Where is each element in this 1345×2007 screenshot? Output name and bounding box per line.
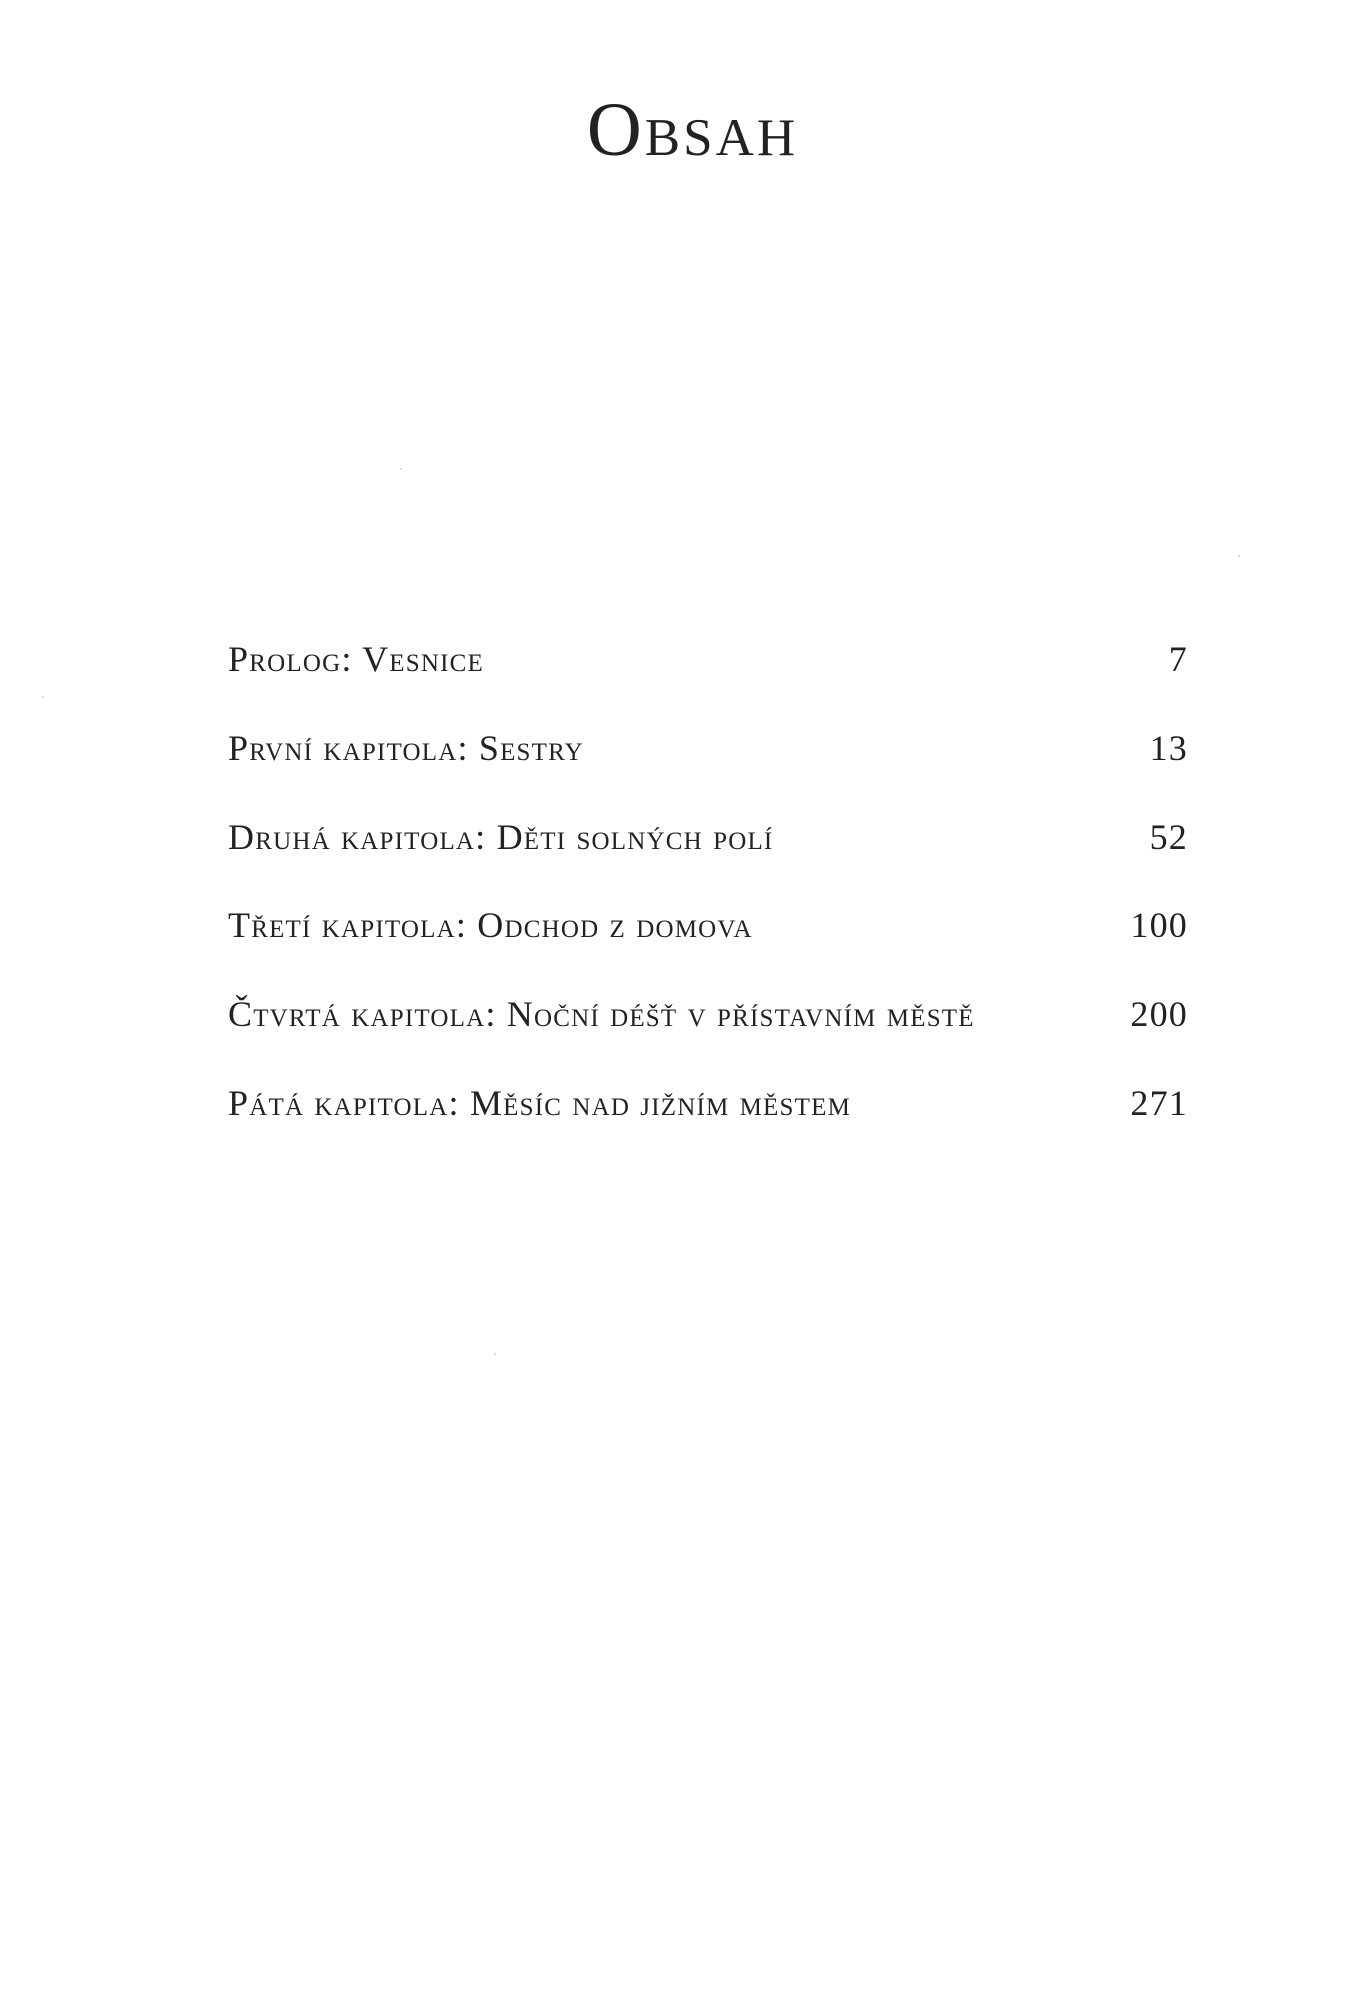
toc-entry-title: Pátá kapitola: Měsíc nad jižním městem <box>228 1082 851 1123</box>
toc-entry-title: Čtvrtá kapitola: Noční déšť v přístavním městě <box>228 994 975 1035</box>
scan-speck <box>1238 555 1240 557</box>
page-title: Obsah <box>586 88 799 172</box>
toc-entry-chapter-2 <box>228 816 1188 905</box>
toc-entry-chapter-4 <box>228 993 1188 1082</box>
scan-speck <box>42 696 44 698</box>
toc-entry-chapter-5 <box>228 1082 1188 1171</box>
toc-entry-page: 7 <box>1168 639 1188 679</box>
toc-entry-chapter-1 <box>228 727 1188 816</box>
toc-entry-title: Prolog: Vesnice <box>228 639 484 679</box>
toc-entry-title: Třetí kapitola: Odchod z domova <box>228 905 753 946</box>
toc-entry-prolog <box>228 638 1188 727</box>
scan-speck <box>494 1353 496 1355</box>
scan-speck <box>400 468 402 470</box>
toc-entry-title: První kapitola: Sestry <box>228 727 584 768</box>
toc-entry-page: 52 <box>1149 816 1188 857</box>
table-of-contents <box>228 638 1188 1171</box>
toc-entry-page: 100 <box>1130 905 1188 946</box>
toc-entry-chapter-3 <box>228 904 1188 993</box>
toc-entry-page: 200 <box>1130 994 1188 1035</box>
toc-entry-title: Druhá kapitola: Děti solných polí <box>228 816 774 857</box>
toc-entry-page: 13 <box>1149 727 1188 768</box>
toc-entry-page: 271 <box>1130 1082 1188 1123</box>
